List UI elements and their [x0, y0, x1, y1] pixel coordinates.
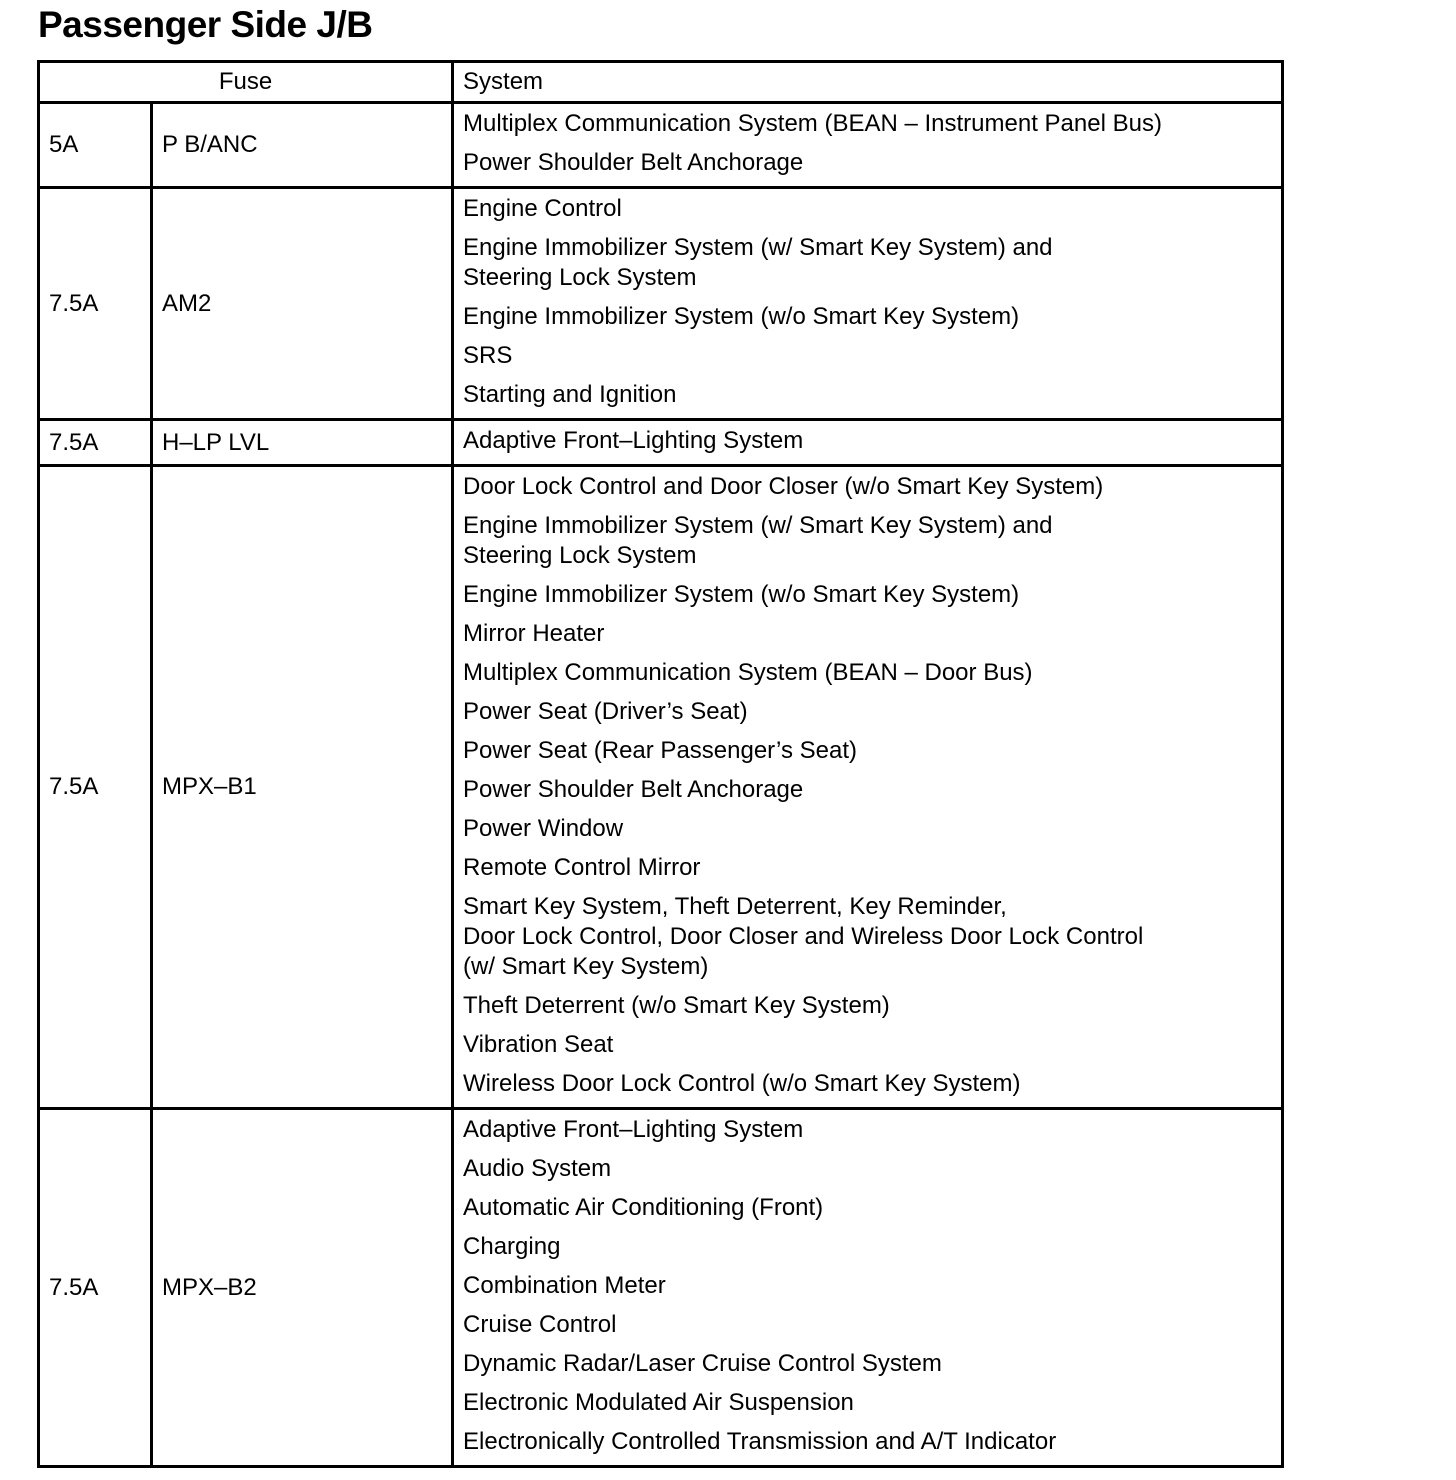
system-item: Combination Meter: [463, 1272, 666, 1299]
fuse-name: MPX–B1: [152, 466, 453, 1109]
fuse-name: P B/ANC: [152, 103, 453, 188]
fuse-name: AM2: [152, 188, 453, 420]
system-item: Electronically Controlled Transmission and A/T Indicator: [463, 1428, 1057, 1455]
table-row: [39, 466, 1283, 1109]
table-header-row: [39, 62, 1283, 103]
system-item: Multiplex Communication System (BEAN – Instrument Panel Bus): [463, 110, 1162, 137]
fuse-amperage: 7.5A: [39, 1109, 152, 1467]
fuse-amperage: 7.5A: [39, 466, 152, 1109]
fuse-name: MPX–B2: [152, 1109, 453, 1467]
system-item: Smart Key System, Theft Deterrent, Key Reminder, Door Lock Control, Door Closer and Wireless Door Lock Control (w/ Smart Key System): [463, 893, 1144, 980]
system-item: Power Seat (Driver’s Seat): [463, 698, 748, 725]
system-item: Remote Control Mirror: [463, 854, 701, 881]
system-item: Vibration Seat: [463, 1031, 614, 1058]
system-item: Theft Deterrent (w/o Smart Key System): [463, 992, 890, 1019]
table-row: [39, 103, 1283, 188]
system-item: Wireless Door Lock Control (w/o Smart Key System): [463, 1070, 1021, 1097]
fuse-column-header: Fuse: [39, 62, 453, 103]
fuse-table: [37, 60, 1284, 1468]
system-item: SRS: [463, 342, 513, 369]
system-item: Engine Immobilizer System (w/ Smart Key System) and Steering Lock System: [463, 234, 1053, 291]
system-item: Door Lock Control and Door Closer (w/o Smart Key System): [463, 473, 1104, 500]
system-item: Power Seat (Rear Passenger’s Seat): [463, 737, 857, 764]
system-item: Multiplex Communication System (BEAN – Door Bus): [463, 659, 1033, 686]
system-item: Charging: [463, 1233, 561, 1260]
system-item: Power Shoulder Belt Anchorage: [463, 776, 804, 803]
fuse-amperage: 5A: [39, 103, 152, 188]
system-item: Electronic Modulated Air Suspension: [463, 1389, 854, 1416]
fuse-table-body: [39, 103, 1283, 1467]
system-list: [453, 188, 1283, 420]
system-item: Cruise Control: [463, 1311, 617, 1338]
system-item: Starting and Ignition: [463, 381, 677, 408]
fuse-name: H–LP LVL: [152, 420, 453, 466]
system-item: Engine Control: [463, 195, 622, 222]
system-column-header: System: [453, 62, 1283, 103]
page-title: Passenger Side J/B: [38, 4, 373, 45]
system-item: Power Window: [463, 815, 624, 842]
system-item: Adaptive Front–Lighting System: [463, 1116, 804, 1143]
system-item: Dynamic Radar/Laser Cruise Control System: [463, 1350, 942, 1377]
system-item: Power Shoulder Belt Anchorage: [463, 149, 804, 176]
table-row: [39, 188, 1283, 420]
system-list: [453, 420, 1283, 466]
system-list: [453, 103, 1283, 188]
fuse-amperage: 7.5A: [39, 188, 152, 420]
system-item: Mirror Heater: [463, 620, 605, 647]
system-item: Audio System: [463, 1155, 612, 1182]
system-item: Engine Immobilizer System (w/ Smart Key System) and Steering Lock System: [463, 512, 1053, 569]
system-item: Adaptive Front–Lighting System: [463, 427, 804, 454]
system-item: Engine Immobilizer System (w/o Smart Key System): [463, 581, 1020, 608]
table-row: [39, 1109, 1283, 1467]
fuse-amperage: 7.5A: [39, 420, 152, 466]
system-item: Automatic Air Conditioning (Front): [463, 1194, 824, 1221]
system-list: [453, 466, 1283, 1109]
system-list: [453, 1109, 1283, 1467]
system-item: Engine Immobilizer System (w/o Smart Key System): [463, 303, 1020, 330]
table-row: [39, 420, 1283, 466]
